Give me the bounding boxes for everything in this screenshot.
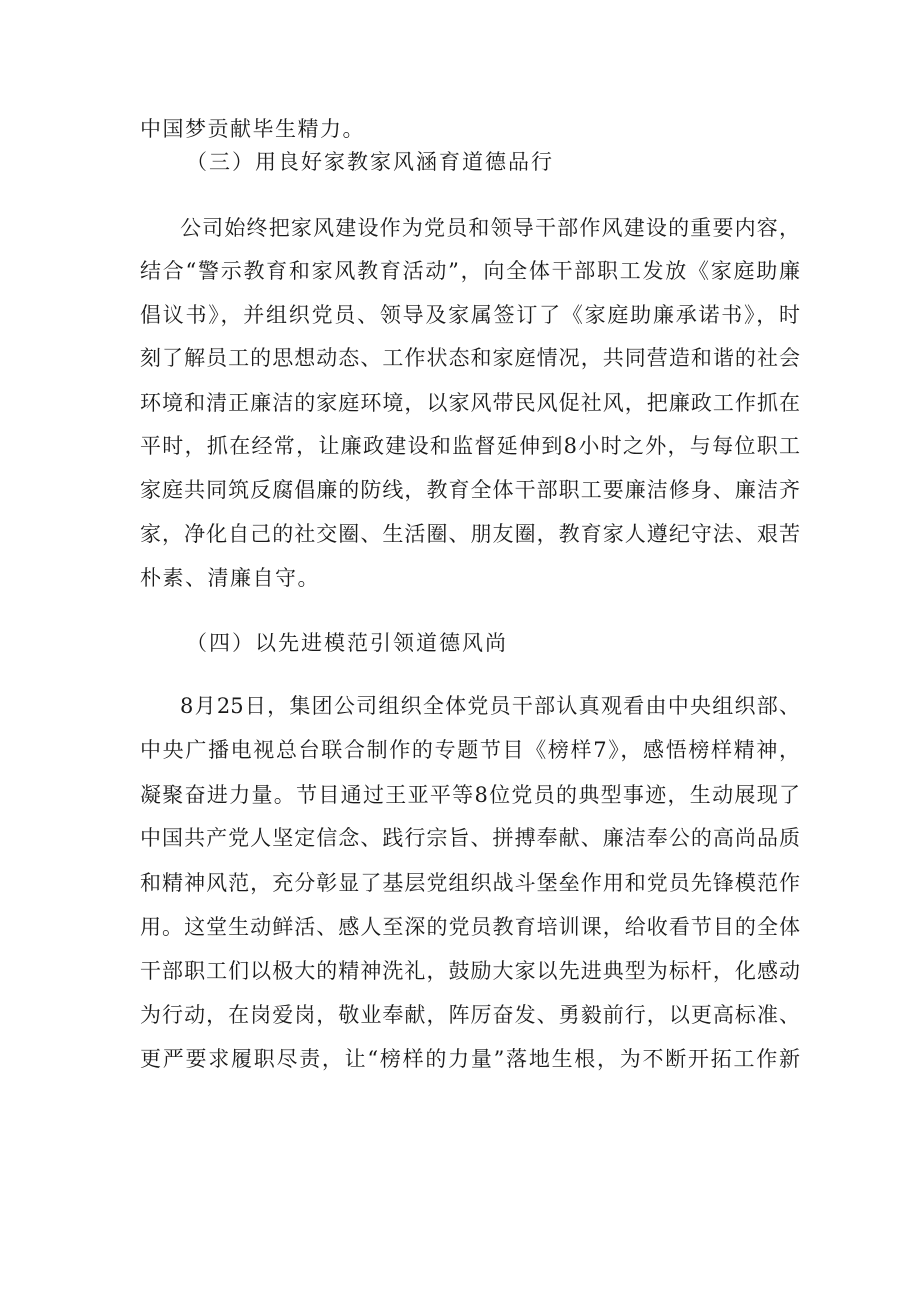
paragraph-line: 和精神风范，充分彰显了基层党组织战斗堡垒作用和党员先锋模范作 (140, 871, 800, 895)
paragraph-line: 凝聚奋进力量。节目通过王亚平等8位党员的典型事迹，生动展现了 (140, 783, 800, 807)
paragraph-line: 用。这堂生动鲜活、感人至深的党员教育培训课，给收看节目的全体 (140, 915, 800, 939)
paragraph-line: 公司始终把家风建设作为党员和领导干部作风建设的重要内容， (180, 216, 800, 240)
paragraph-line: 家，净化自己的社交圈、生活圈、朋友圈，教育家人遵纪守法、艰苦 (140, 522, 800, 546)
paragraph-line: 为行动，在岗爱岗，敬业奉献，阵厉奋发、勇毅前行，以更高标准、 (140, 1003, 800, 1027)
paragraph-line: 环境和清正廉洁的家庭环境，以家风带民风促社风，把廉政工作抓在 (140, 391, 800, 415)
paragraph-line: 结合“警示教育和家风教育活动”，向全体干部职工发放《家庭助廉 (140, 259, 800, 283)
section-heading-3: （三）用良好家教家风涵育道德品行 (186, 150, 554, 174)
paragraph-line: 朴素、清廉自守。 (140, 566, 320, 590)
paragraph-line: 平时，抓在经常，让廉政建设和监督延伸到8小时之外，与每位职工 (140, 434, 800, 458)
paragraph-line: 中央广播电视总台联合制作的专题节目《榜样7》，感悟榜样精神， (140, 738, 800, 762)
paragraph-line: 刻了解员工的思想动态、工作状态和家庭情况，共同营造和谐的社会 (140, 346, 800, 370)
paragraph-line: 干部职工们以极大的精神洗礼，鼓励大家以先进典型为标杆，化感动 (140, 959, 800, 983)
paragraph-fragment: 中国梦贡献毕生精力。 (140, 117, 365, 141)
paragraph-line: 更严要求履职尽责，让“榜样的力量”落地生根，为不断开拓工作新 (140, 1047, 800, 1071)
paragraph-line: 中国共产党人坚定信念、践行宗旨、拼搏奉献、廉洁奉公的高尚品质 (140, 826, 800, 850)
section-heading-4: （四）以先进模范引领道德风尚 (186, 631, 508, 655)
paragraph-line: 家庭共同筑反腐倡廉的防线，教育全体干部职工要廉洁修身、廉洁齐 (140, 478, 800, 502)
paragraph-line: 8月25日，集团公司组织全体党员干部认真观看由中央组织部、 (180, 694, 800, 718)
paragraph-line: 倡议书》，并组织党员、领导及家属签订了《家庭助廉承诺书》，时 (140, 303, 800, 327)
